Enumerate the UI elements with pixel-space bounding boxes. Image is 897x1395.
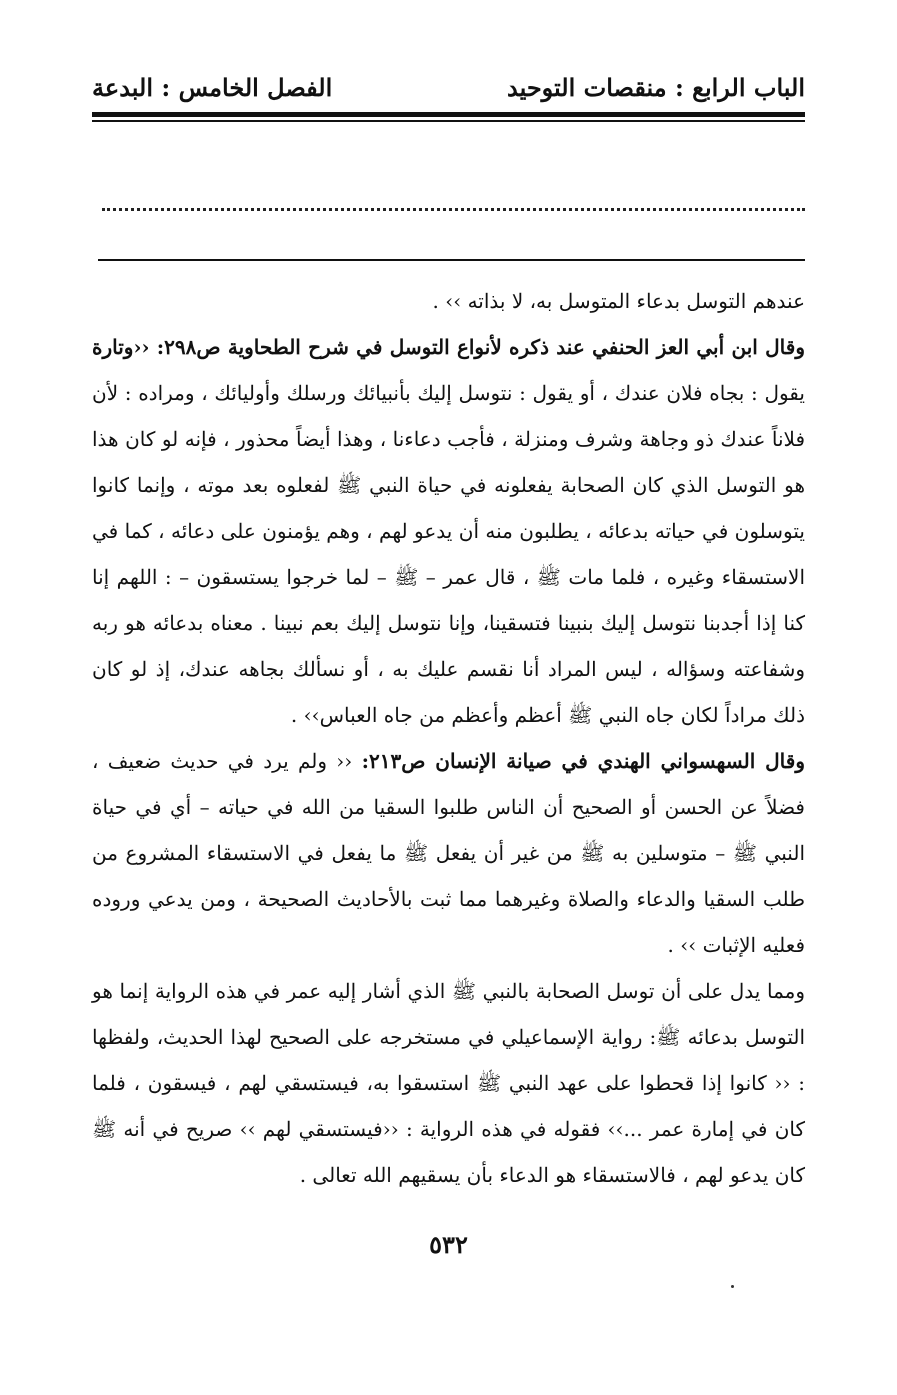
paragraph-2-lead: وقال ابن أبي العز الحنفي عند ذكره لأنواع التوسل في شرح الطحاوية ص٢٩٨: ‹‹وتارة: [92, 335, 805, 359]
separator-rule: [98, 259, 805, 261]
main-text: [92, 278, 805, 1198]
paragraph-4: [92, 968, 805, 1198]
chapter-title: الباب الرابع : منقصات التوحيد: [506, 73, 805, 102]
running-header: [92, 68, 805, 108]
paragraph-1: [92, 278, 805, 324]
ellipsis-dotted-line: [102, 208, 805, 211]
paragraph-3: [92, 738, 805, 968]
paragraph-3-text: ‹‹ ولم يرد في حديث ضعيف ، فضلاً عن الحسن أو الصحيح أن الناس طلبوا السقيا من الله في حياته – أي في حياة النبي ﷺ – متوسلين به ﷺ من غير أن يفعل ﷺ ما يفعل في الاستسقاء المشروع من طلب السقيا والدعاء والصلاة وغيرهما مما ثبت بالأحاديث الصحيحة ، ومن يدعي وروده فعليه الإثبات ›› .: [92, 749, 805, 957]
paragraph-1-text: عندهم التوسل بدعاء المتوسل به، لا بذاته ›› .: [432, 289, 805, 313]
header-rule-thin: [92, 120, 805, 122]
paragraph-4-text: ومما يدل على أن توسل الصحابة بالنبي ﷺ الذي أشار إليه عمر في هذه الرواية إنما هو التوسل بدعائه ﷺ: رواية الإسماعيلي في مستخرجه على الصحيح لهذا الحديث، ولفظها : ‹‹ كانوا إذا قحطوا على عهد النبي ﷺ استسقوا به، فيستسقي لهم ، فيسقون ، فلما كان في إمارة عمر ...›› فقوله في هذه الرواية : ‹‹فيستسقي لهم ›› صريح في أنه ﷺ كان يدعو لهم ، فالاستسقاء هو الدعاء بأن يسقيهم الله تعالى .: [92, 979, 806, 1187]
header-rule-thick: [92, 112, 805, 117]
page-number: ٥٣٢: [429, 1230, 468, 1259]
section-title: الفصل الخامس : البدعة: [92, 73, 333, 102]
paragraph-3-lead: وقال السهسواني الهندي في صيانة الإنسان ص٢١٣:: [361, 749, 805, 773]
paragraph-2-text: يقول : بجاه فلان عندك ، أو يقول : نتوسل إليك بأنبيائك ورسلك وأوليائك ، ومراده : لأن فلاناً عندك ذو وجاهة وشرف ومنزلة ، فأجب دعاءنا ، وهذا أيضاً محذور ، فإنه لو كان هذا هو التوسل الذي كان الصحابة يفعلونه في حياة النبي ﷺ لفعلوه بعد موته ، وإنما كانوا يتوسلون في حياته بدعائه ، يطلبون منه أن يدعو لهم ، وهم يؤمنون على دعائه ، كما في الاستسقاء وغيره ، فلما مات ﷺ ، قال عمر – ﷺ – لما خرجوا يستسقون – : اللهم إنا كنا إذا أجدبنا نتوسل إليك بنبينا فتسقينا، وإنا نتوسل إليك بعم نبينا . معناه بدعائه هو ربه وشفاعته وسؤاله ، ليس المراد أنا نقسم عليك به ، أو نسألك بجاهه عندك، إذ لو كان ذلك مراداً لكان جاه النبي ﷺ أعظم وأعظم من جاه العباس›› .: [92, 381, 805, 727]
scan-speck: [731, 1285, 734, 1288]
paragraph-2: [92, 324, 805, 738]
